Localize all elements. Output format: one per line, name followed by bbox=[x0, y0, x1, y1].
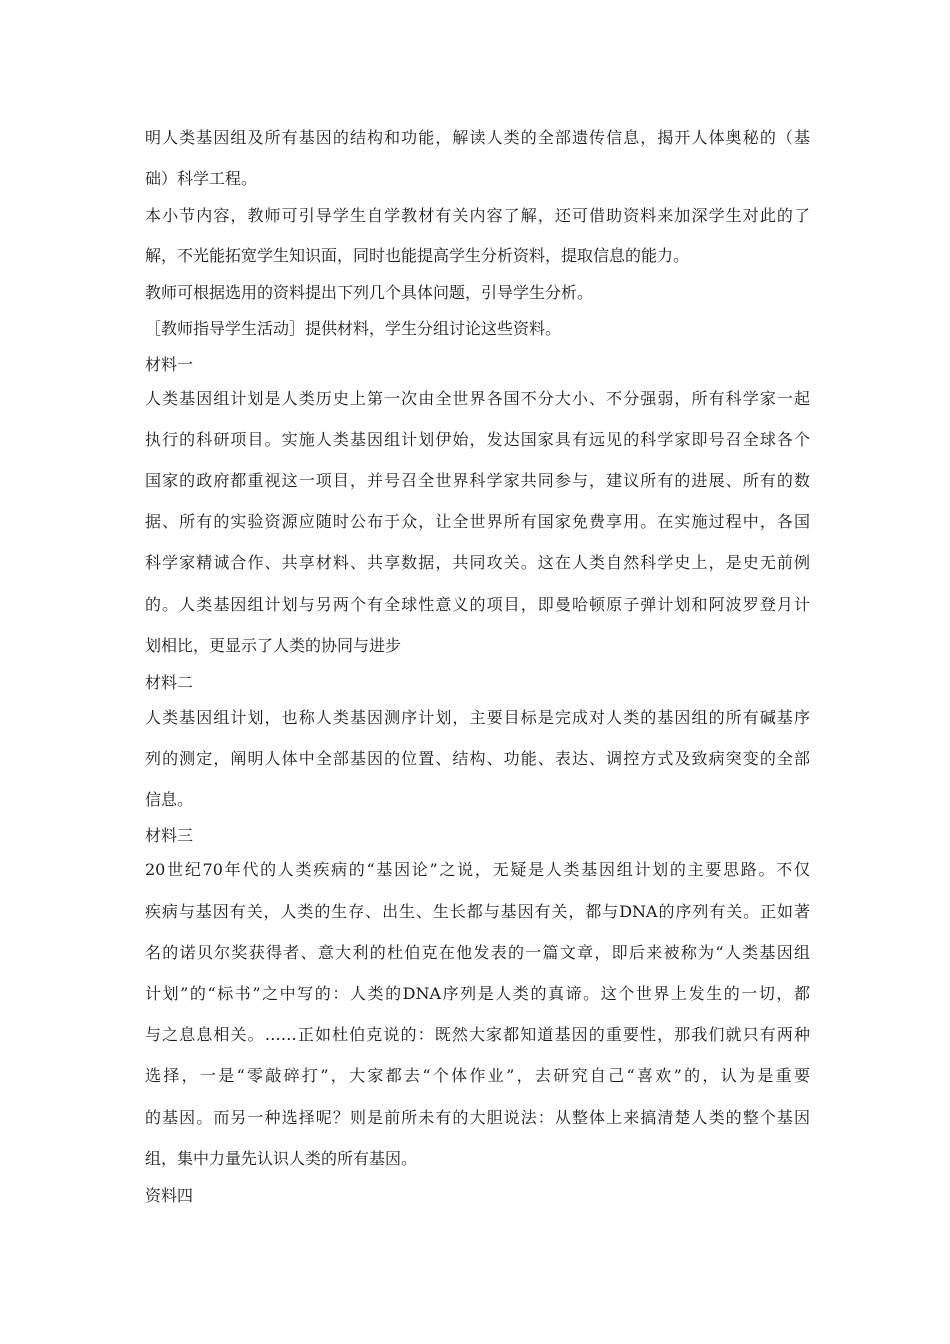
section-heading: 材料二 bbox=[145, 673, 194, 692]
section-heading: 资料四 bbox=[145, 1186, 194, 1205]
paragraph-line: 与之息息相关。……正如杜伯克说的：既然大家都知道基因的重要性，那我们就只有两种 bbox=[145, 1025, 810, 1044]
paragraph-line: ［教师指导学生活动］提供材料，学生分组讨论这些资料。 bbox=[145, 319, 562, 338]
paragraph-line: 计划”的“标书”之中写的：人类的DNA序列是人类的真谛。这个世界上发生的一切，都 bbox=[145, 984, 810, 1003]
paragraph-line: 明人类基因组及所有基因的结构和功能，解读人类的全部遗传信息，揭开人体奥秘的（基 bbox=[145, 128, 810, 147]
paragraph-line: 解，不光能拓宽学生知识面，同时也能提高学生分析资料，提取信息的能力。 bbox=[145, 246, 690, 265]
section-heading: 材料三 bbox=[145, 826, 194, 845]
paragraph-line: 科学家精诚合作、共享材料、共享数据，共同攻关。这在人类自然科学史上，是史无前例 bbox=[145, 553, 810, 572]
paragraph-line: 疾病与基因有关，人类的生存、出生、生长都与基因有关，都与DNA的序列有关。正如著 bbox=[145, 902, 810, 921]
paragraph-line: 本小节内容，教师可引导学生自学教材有关内容了解，还可借助资料来加深学生对此的了 bbox=[145, 206, 810, 225]
section-heading: 材料一 bbox=[145, 355, 194, 374]
paragraph-line: 列的测定，阐明人体中全部基因的位置、结构、功能、表达、调控方式及致病突变的全部 bbox=[145, 749, 810, 768]
paragraph-line: 划相比，更显示了人类的协同与进步 bbox=[145, 636, 402, 655]
paragraph-line: 20世纪70年代的人类疾病的“基因论”之说，无疑是人类基因组计划的主要思路。不仅 bbox=[145, 860, 810, 879]
paragraph-line: 国家的政府都重视这一项目，并号召全世界科学家共同参与，建议所有的进展、所有的数 bbox=[145, 471, 810, 490]
paragraph-line: 的基因。而另一种选择呢？则是前所未有的大胆说法：从整体上来搞清楚人类的整个基因 bbox=[145, 1108, 810, 1127]
paragraph-line: 人类基因组计划是人类历史上第一次由全世界各国不分大小、不分强弱，所有科学家一起 bbox=[145, 389, 810, 408]
paragraph-line: 教师可根据选用的资料提出下列几个具体问题，引导学生分析。 bbox=[145, 283, 594, 302]
paragraph-line: 执行的科研项目。实施人类基因组计划伊始，发达国家具有远见的科学家即号召全球各个 bbox=[145, 430, 810, 449]
paragraph-line: 据、所有的实验资源应随时公布于众，让全世界所有国家免费享用。在实施过程中，各国 bbox=[145, 512, 810, 531]
paragraph-line: 组，集中力量先认识人类的所有基因。 bbox=[145, 1149, 418, 1168]
paragraph-line: 选择，一是“零敲碎打”，大家都去“个体作业”，去研究自己“喜欢”的，认为是重要 bbox=[145, 1066, 810, 1085]
paragraph-line: 的。人类基因组计划与另两个有全球性意义的项目，即曼哈顿原子弹计划和阿波罗登月计 bbox=[145, 595, 810, 614]
paragraph-line: 名的诺贝尔奖获得者、意大利的杜伯克在他发表的一篇文章，即后来被称为“人类基因组 bbox=[145, 943, 810, 962]
paragraph-line: 信息。 bbox=[145, 790, 194, 809]
paragraph-line: 础）科学工程。 bbox=[145, 169, 258, 188]
paragraph-line: 人类基因组计划，也称人类基因测序计划，主要目标是完成对人类的基因组的所有碱基序 bbox=[145, 708, 810, 727]
